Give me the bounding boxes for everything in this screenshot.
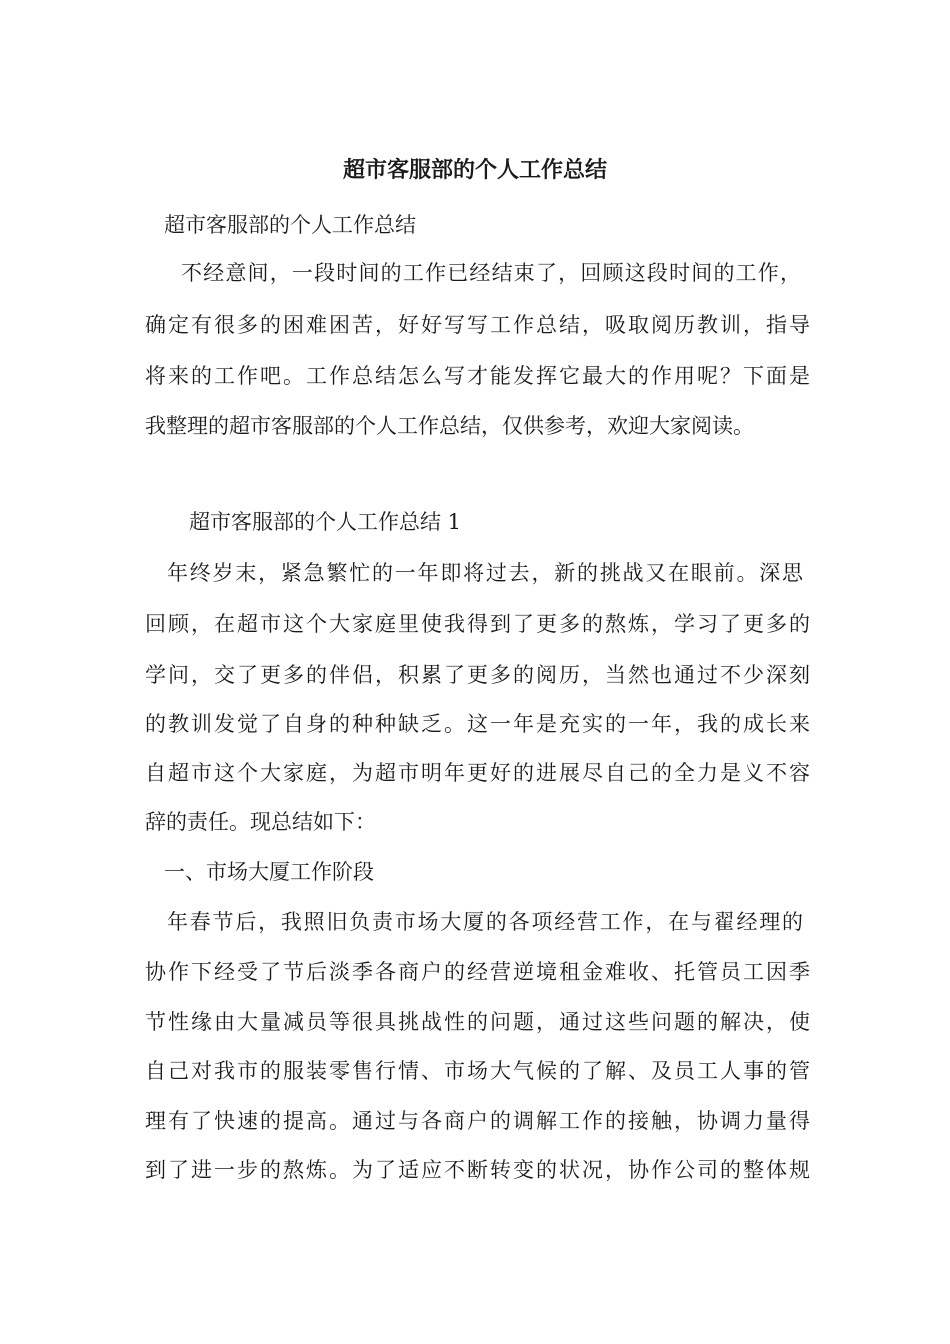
- section-line: 自超市这个大家庭，为超市明年更好的进展尽自己的全力是义不容: [145, 761, 810, 785]
- section-line: 的教训发觉了自身的种种缺乏。这一年是充实的一年，我的成长来: [145, 712, 810, 736]
- intro-line: 将来的工作吧。工作总结怎么写才能发挥它最大的作用呢？下面是: [145, 364, 810, 388]
- subsection-title: 一、市场大厦工作阶段: [164, 860, 374, 884]
- section-line: 学问，交了更多的伴侣，积累了更多的阅历，当然也通过不少深刻: [145, 663, 810, 687]
- section-title: 超市客服部的个人工作总结 1: [189, 510, 462, 534]
- subsection-line: 理有了快速的提高。通过与各商户的调解工作的接触，协调力量得: [145, 1109, 810, 1133]
- document-subtitle: 超市客服部的个人工作总结: [164, 213, 416, 237]
- subsection-line: 到了进一步的熬炼。为了适应不断转变的状况，协作公司的整体规: [145, 1158, 810, 1182]
- subsection-line: 年春节后，我照旧负责市场大厦的各项经营工作，在与翟经理的: [167, 910, 803, 934]
- document-title: 超市客服部的个人工作总结: [342, 157, 607, 183]
- subsection-line: 协作下经受了节后淡季各商户的经营逆境租金难收、托管员工因季: [145, 960, 810, 984]
- intro-line: 确定有很多的困难困苦，好好写写工作总结，吸取阅历教训，指导: [145, 313, 810, 337]
- intro-line: 不经意间，一段时间的工作已经结束了，回顾这段时间的工作，: [181, 261, 801, 285]
- subsection-line: 节性缘由大量减员等很具挑战性的问题，通过这些问题的解决，使: [145, 1010, 810, 1034]
- intro-line: 我整理的超市客服部的个人工作总结，仅供参考，欢迎大家阅读。: [145, 414, 754, 438]
- section-line: 辞的责任。现总结如下：: [145, 810, 376, 834]
- section-line: 回顾，在超市这个大家庭里使我得到了更多的熬炼，学习了更多的: [145, 612, 810, 636]
- subsection-line: 自己对我市的服装零售行情、市场大气候的了解、及员工人事的管: [145, 1059, 810, 1083]
- section-line: 年终岁末，紧急繁忙的一年即将过去，新的挑战又在眼前。深思: [167, 561, 803, 585]
